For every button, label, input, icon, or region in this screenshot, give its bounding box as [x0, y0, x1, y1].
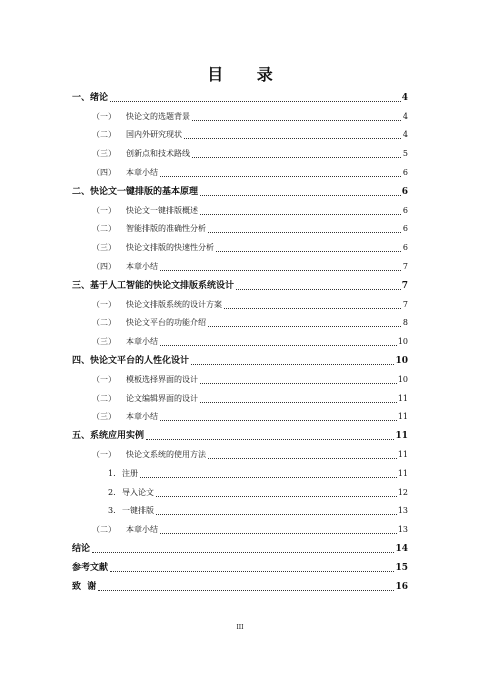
toc-entry-page: 11: [395, 431, 408, 442]
toc-entry-page: 8: [402, 318, 408, 328]
toc-entry-number: （三）: [92, 337, 116, 347]
toc-entry-number: （二）: [92, 525, 116, 535]
toc-dot-leader: [200, 383, 397, 384]
toc-entry-title: 本章小结: [126, 525, 158, 535]
toc-entry-number: （一）: [92, 111, 116, 121]
toc-dot-leader: [110, 101, 401, 102]
toc-entry-title: 论文编辑界面的设计: [126, 393, 198, 403]
toc-entry-title: 致 谢: [72, 581, 97, 592]
toc-entry-number: （二）: [92, 318, 116, 328]
toc-entry-title: 基于人工智能的快论文排版系统设计: [90, 280, 235, 291]
toc-entry-title: 本章小结: [126, 261, 158, 271]
toc-entry-page: 13: [397, 525, 408, 535]
toc-entry[interactable]: [72, 423, 408, 442]
toc-entry[interactable]: [72, 405, 408, 424]
toc-entry-number: （二）: [92, 393, 116, 403]
toc-entry-number: （一）: [92, 205, 116, 215]
toc-entry[interactable]: [72, 235, 408, 254]
toc-dot-leader: [192, 157, 401, 158]
toc-entry[interactable]: [72, 254, 408, 273]
toc-entry-title: 快论文平台的功能介绍: [126, 318, 206, 328]
page-title: 目 录: [207, 65, 287, 84]
toc-entry-page: 6: [402, 243, 408, 253]
toc-entry[interactable]: [72, 555, 408, 574]
toc-entry-number: （一）: [92, 374, 116, 384]
toc-dot-leader: [192, 120, 401, 121]
toc-entry[interactable]: [72, 386, 408, 405]
toc-entry-page: 15: [395, 562, 408, 573]
toc-entry-title: 快论文平台的人性化设计: [90, 355, 190, 366]
toc-entry[interactable]: [72, 198, 408, 217]
toc-entry[interactable]: [72, 480, 408, 499]
toc-entry-title: 快论文排版的快速性分析: [126, 243, 214, 253]
toc-entry-page: 13: [397, 506, 408, 516]
toc-entry-title: 快论文一键排版概述: [126, 205, 198, 215]
toc-dot-leader: [160, 533, 397, 534]
toc-dot-leader: [191, 364, 394, 365]
toc-entry-number: （三）: [92, 243, 116, 253]
toc-entry-title: 系统应用实例: [90, 431, 145, 442]
toc-entry-number: （三）: [92, 412, 116, 422]
toc-entry-title: 快论文的选题背景: [126, 111, 190, 121]
toc-entry-number: （四）: [92, 167, 116, 177]
toc-entry-number: 1.: [108, 468, 116, 478]
toc-entry-page: 10: [397, 337, 408, 347]
toc-entry[interactable]: [72, 292, 408, 311]
toc-dot-leader: [140, 477, 397, 478]
toc-entry-page: 7: [402, 261, 408, 271]
toc-entry-title: 导入论文: [122, 487, 154, 497]
page-number: III: [236, 624, 244, 631]
toc-entry[interactable]: [72, 442, 408, 461]
toc-entry-page: 4: [402, 130, 408, 140]
toc-entry-number: 五、: [72, 431, 91, 442]
toc-entry-number: （三）: [92, 149, 116, 159]
toc-entry-number: 一、: [72, 92, 91, 103]
table-of-contents: [72, 85, 408, 593]
toc-entry[interactable]: [72, 85, 408, 104]
toc-dot-leader: [160, 420, 397, 421]
toc-entry-page: 4: [402, 111, 408, 121]
toc-entry-title: 一键排版: [122, 506, 154, 516]
toc-dot-leader: [208, 232, 401, 233]
toc-entry-page: 11: [397, 468, 408, 478]
toc-entry[interactable]: [72, 141, 408, 160]
toc-entry-title: 本章小结: [126, 167, 158, 177]
toc-entry-page: 14: [395, 543, 408, 554]
toc-entry-number: （二）: [92, 130, 116, 140]
toc-dot-leader: [224, 308, 401, 309]
toc-entry-page: 11: [397, 412, 408, 422]
toc-dot-leader: [160, 176, 401, 177]
toc-dot-leader: [156, 514, 397, 515]
toc-entry-title: 智能排版的准确性分析: [126, 224, 206, 234]
toc-entry[interactable]: [72, 160, 408, 179]
toc-entry[interactable]: [72, 574, 408, 593]
toc-entry-page: 7: [402, 299, 408, 309]
toc-entry[interactable]: [72, 517, 408, 536]
toc-entry[interactable]: [72, 348, 408, 367]
toc-entry-page: 12: [397, 487, 408, 497]
toc-entry[interactable]: [72, 461, 408, 480]
toc-dot-leader: [160, 270, 401, 271]
toc-dot-leader: [110, 571, 394, 572]
toc-dot-leader: [216, 251, 401, 252]
toc-entry-page: 4: [401, 92, 408, 103]
toc-entry-page: 11: [397, 449, 408, 459]
toc-dot-leader: [156, 496, 397, 497]
toc-entry-page: 6: [402, 224, 408, 234]
toc-dot-leader: [92, 552, 394, 553]
toc-entry-number: 二、: [72, 186, 91, 197]
toc-entry[interactable]: [72, 311, 408, 330]
toc-entry[interactable]: [72, 217, 408, 236]
toc-entry-title: 国内外研究现状: [126, 130, 182, 140]
toc-entry-page: 16: [395, 581, 408, 592]
toc-entry-number: 3.: [108, 506, 116, 516]
toc-entry-page: 6: [402, 167, 408, 177]
toc-entry-title: 本章小结: [126, 412, 158, 422]
toc-entry-title: 注册: [122, 468, 138, 478]
toc-entry[interactable]: [72, 104, 408, 123]
toc-entry-number: 三、: [72, 280, 91, 291]
toc-dot-leader: [98, 590, 394, 591]
toc-entry-title: 快论文系统的使用方法: [126, 449, 206, 459]
toc-entry[interactable]: [72, 536, 408, 555]
toc-entry-number: （一）: [92, 449, 116, 459]
toc-entry-page: 10: [397, 374, 408, 384]
toc-entry-title: 快论文一键排版的基本原理: [90, 186, 199, 197]
toc-entry-title: 本章小结: [126, 337, 158, 347]
toc-dot-leader: [200, 195, 401, 196]
toc-entry[interactable]: [72, 179, 408, 198]
toc-entry-number: （二）: [92, 224, 116, 234]
toc-entry-number: 四、: [72, 355, 91, 366]
toc-entry-page: 5: [402, 149, 408, 159]
toc-dot-leader: [208, 326, 401, 327]
toc-entry[interactable]: [72, 123, 408, 142]
toc-entry-title: 快论文排版系统的设计方案: [126, 299, 222, 309]
toc-entry[interactable]: [72, 367, 408, 386]
toc-entry-page: 6: [402, 205, 408, 215]
toc-entry[interactable]: [72, 329, 408, 348]
toc-entry-title: 模板选择界面的设计: [126, 374, 198, 384]
toc-entry-title: 结论: [72, 543, 91, 554]
toc-dot-leader: [200, 214, 401, 215]
toc-entry-page: 10: [395, 355, 408, 366]
toc-dot-leader: [200, 402, 397, 403]
toc-entry-title: 绪论: [90, 92, 109, 103]
toc-entry[interactable]: [72, 273, 408, 292]
toc-entry-number: 2.: [108, 487, 116, 497]
toc-dot-leader: [236, 289, 401, 290]
toc-dot-leader: [184, 138, 401, 139]
toc-entry[interactable]: [72, 499, 408, 518]
toc-entry-title: 创新点和技术路线: [126, 149, 190, 159]
toc-entry-page: 7: [401, 280, 408, 291]
toc-entry-title: 参考文献: [72, 562, 109, 573]
toc-dot-leader: [208, 458, 397, 459]
toc-dot-leader: [160, 345, 397, 346]
toc-entry-number: （四）: [92, 261, 116, 271]
toc-entry-page: 6: [401, 186, 408, 197]
toc-dot-leader: [146, 439, 394, 440]
toc-entry-number: （一）: [92, 299, 116, 309]
toc-entry-page: 11: [397, 393, 408, 403]
